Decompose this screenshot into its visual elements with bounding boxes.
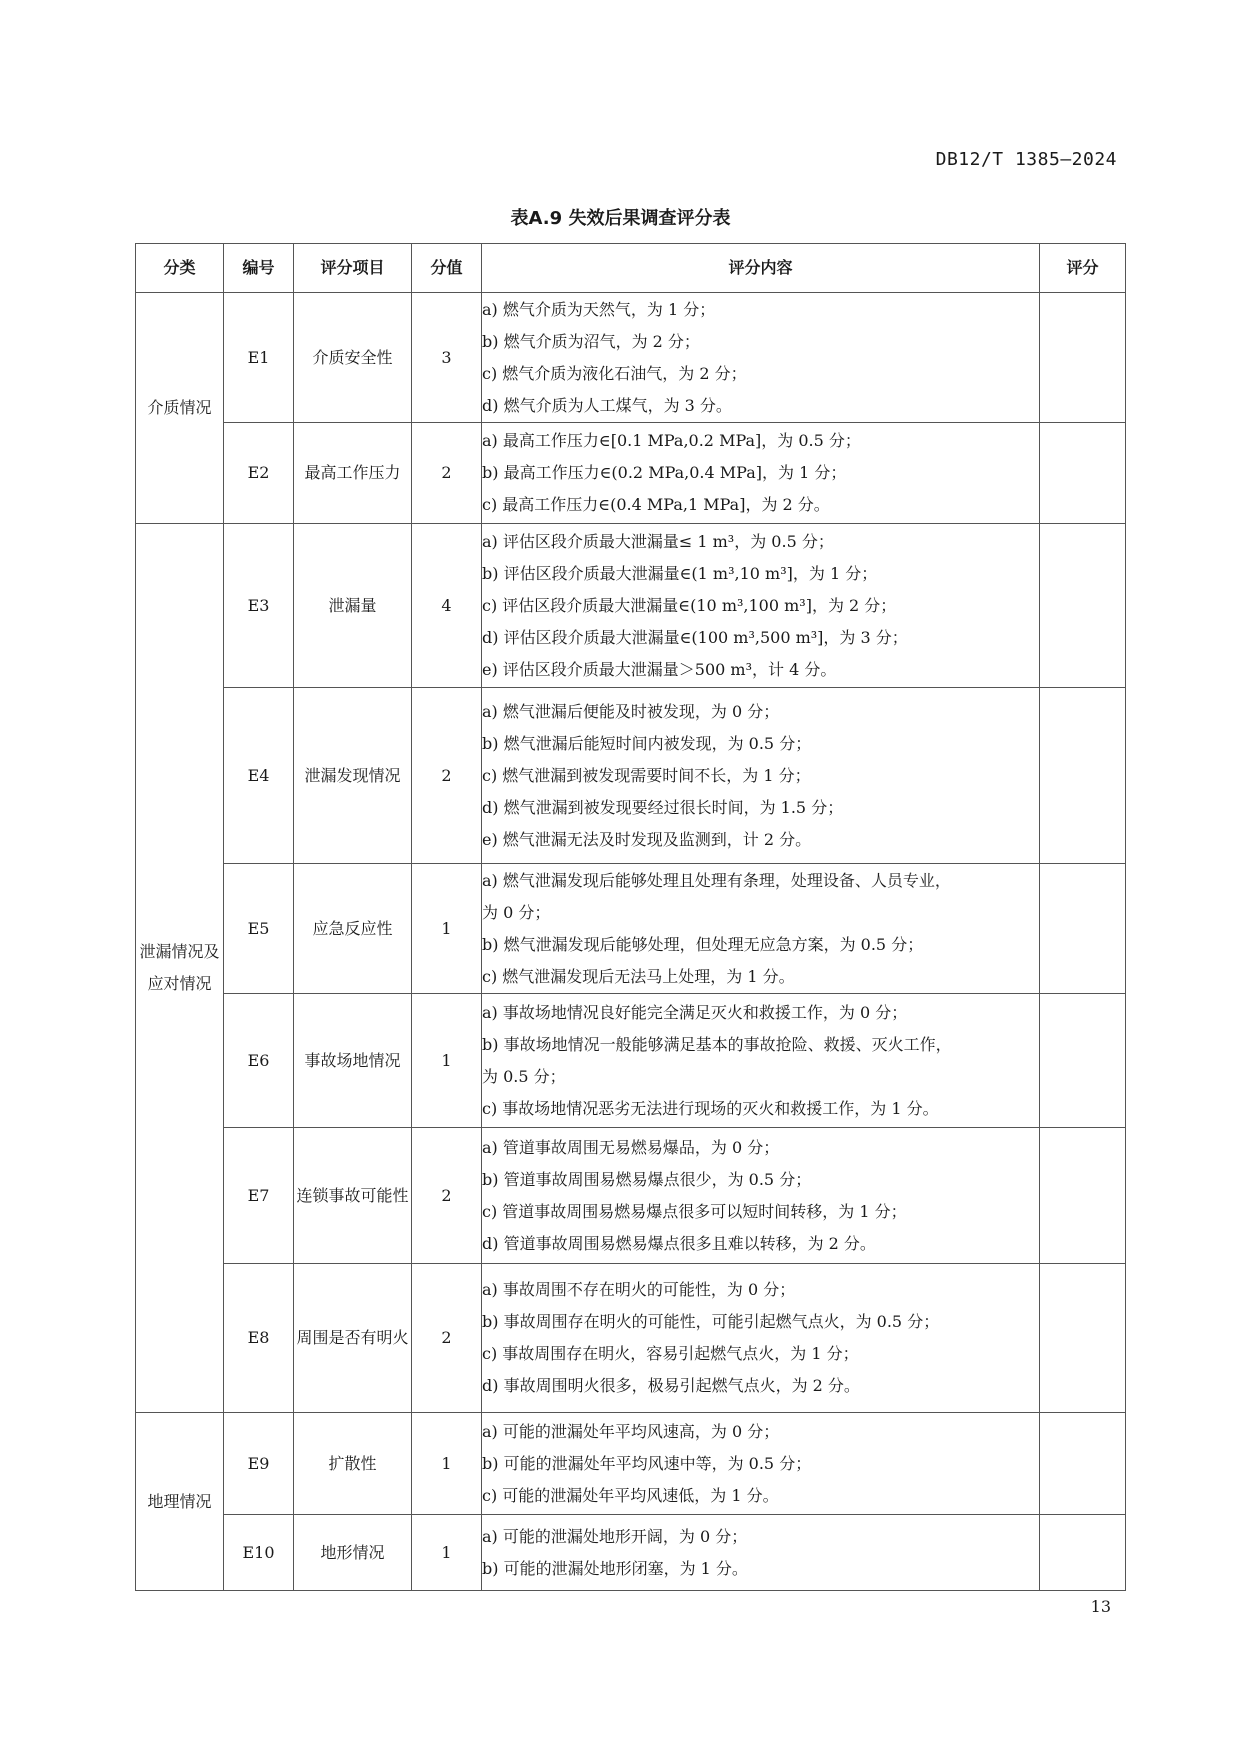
content-line: c) 事故周围存在明火，容易引起燃气点火，为 1 分； bbox=[482, 1344, 859, 1363]
code-cell: E7 bbox=[224, 1128, 294, 1264]
content-line: c) 可能的泄漏处年平均风速低，为 1 分。 bbox=[482, 1485, 779, 1505]
code-cell: E2 bbox=[224, 423, 294, 524]
content-cell bbox=[482, 1515, 1040, 1591]
content-line: b) 可能的泄漏处年平均风速中等，为 0.5 分； bbox=[482, 1453, 812, 1473]
category-cell: 介质情况 bbox=[136, 293, 224, 524]
content-line: 为 0 分； bbox=[482, 902, 551, 922]
score-input-cell[interactable] bbox=[1040, 994, 1126, 1128]
table-header-row bbox=[136, 244, 1126, 293]
points-cell: 1 bbox=[412, 1515, 482, 1591]
item-cell: 地形情况 bbox=[294, 1515, 412, 1591]
header-category: 分类 bbox=[136, 244, 224, 293]
content-line: b) 燃气泄漏发现后能够处理，但处理无应急方案，为 0.5 分； bbox=[482, 934, 924, 954]
content-line: d) 管道事故周围易燃易爆点很多且难以转移，为 2 分。 bbox=[482, 1233, 876, 1253]
code-cell: E1 bbox=[224, 293, 294, 423]
content-line: a) 管道事故周围无易燃易爆品，为 0 分； bbox=[482, 1137, 780, 1157]
content-line: b) 可能的泄漏处地形闭塞，为 1 分。 bbox=[482, 1558, 748, 1578]
code-cell: E8 bbox=[224, 1264, 294, 1413]
content-line: a) 可能的泄漏处地形开阔，为 0 分； bbox=[482, 1526, 748, 1546]
content-line: b) 评估区段介质最大泄漏量∈(1 m³,10 m³]，为 1 分； bbox=[482, 563, 878, 583]
points-cell: 2 bbox=[412, 423, 482, 524]
score-table bbox=[135, 243, 1126, 1591]
points-cell: 3 bbox=[412, 293, 482, 423]
content-line: a) 燃气泄漏后便能及时被发现，为 0 分； bbox=[482, 701, 780, 721]
header-score: 评分 bbox=[1040, 244, 1126, 293]
item-cell: 应急反应性 bbox=[294, 864, 412, 994]
points-cell: 1 bbox=[412, 994, 482, 1128]
table-row bbox=[136, 994, 1126, 1128]
points-cell: 4 bbox=[412, 524, 482, 688]
content-cell bbox=[482, 1128, 1040, 1264]
header-points: 分值 bbox=[412, 244, 482, 293]
table-row bbox=[136, 1264, 1126, 1413]
content-cell bbox=[482, 1413, 1040, 1515]
content-cell bbox=[482, 688, 1040, 864]
content-cell bbox=[482, 524, 1040, 688]
content-line: c) 燃气泄漏发现后无法马上处理，为 1 分。 bbox=[482, 966, 795, 986]
score-input-cell[interactable] bbox=[1040, 524, 1126, 688]
score-input-cell[interactable] bbox=[1040, 864, 1126, 994]
category-cell: 地理情况 bbox=[136, 1413, 224, 1591]
code-cell: E3 bbox=[224, 524, 294, 688]
code-cell: E10 bbox=[224, 1515, 294, 1591]
points-cell: 2 bbox=[412, 1264, 482, 1413]
code-cell: E4 bbox=[224, 688, 294, 864]
content-cell bbox=[482, 423, 1040, 524]
page-number: 13 bbox=[1090, 1597, 1111, 1616]
score-input-cell[interactable] bbox=[1040, 1413, 1126, 1515]
content-line: c) 燃气泄漏到被发现需要时间不长，为 1 分； bbox=[482, 765, 811, 785]
table-row bbox=[136, 293, 1126, 423]
item-cell: 连锁事故可能性 bbox=[294, 1128, 412, 1264]
header-code: 编号 bbox=[224, 244, 294, 293]
content-line: a) 事故周围不存在明火的可能性，为 0 分； bbox=[482, 1280, 796, 1299]
table-row bbox=[136, 423, 1126, 524]
table-row bbox=[136, 1128, 1126, 1264]
content-line: a) 燃气介质为天然气，为 1 分； bbox=[482, 299, 716, 319]
table-row bbox=[136, 688, 1126, 864]
header-item: 评分项目 bbox=[294, 244, 412, 293]
content-line: b) 事故周围存在明火的可能性，可能引起燃气点火，为 0.5 分； bbox=[482, 1312, 940, 1331]
content-line: a) 可能的泄漏处年平均风速高，为 0 分； bbox=[482, 1421, 780, 1441]
content-cell bbox=[482, 994, 1040, 1128]
code-cell: E9 bbox=[224, 1413, 294, 1515]
content-line: a) 燃气泄漏发现后能够处理且处理有条理，处理设备、人员专业， bbox=[482, 870, 951, 890]
content-line: c) 管道事故周围易燃易爆点很多可以短时间转移，为 1 分； bbox=[482, 1201, 907, 1221]
content-line: d) 燃气泄漏到被发现要经过很长时间，为 1.5 分； bbox=[482, 797, 844, 817]
table-row bbox=[136, 864, 1126, 994]
item-cell: 泄漏发现情况 bbox=[294, 688, 412, 864]
content-line: d) 评估区段介质最大泄漏量∈(100 m³,500 m³]，为 3 分； bbox=[482, 627, 908, 647]
content-line: b) 燃气泄漏后能短时间内被发现，为 0.5 分； bbox=[482, 733, 812, 753]
content-line: b) 事故场地情况一般能够满足基本的事故抢险、救援、灭火工作， bbox=[482, 1034, 952, 1054]
table-row bbox=[136, 524, 1126, 688]
content-cell bbox=[482, 1264, 1040, 1413]
points-cell: 1 bbox=[412, 864, 482, 994]
score-input-cell[interactable] bbox=[1040, 1128, 1126, 1264]
content-line: c) 事故场地情况恶劣无法进行现场的灭火和救援工作，为 1 分。 bbox=[482, 1098, 939, 1118]
document-code: DB12/T 1385—2024 bbox=[935, 149, 1117, 170]
score-input-cell[interactable] bbox=[1040, 1515, 1126, 1591]
content-line: c) 燃气介质为液化石油气，为 2 分； bbox=[482, 363, 747, 383]
content-line: d) 燃气介质为人工煤气，为 3 分。 bbox=[482, 395, 732, 415]
header-content: 评分内容 bbox=[482, 244, 1040, 293]
item-cell: 最高工作压力 bbox=[294, 423, 412, 524]
content-line: 为 0.5 分； bbox=[482, 1066, 566, 1086]
points-cell: 2 bbox=[412, 688, 482, 864]
points-cell: 1 bbox=[412, 1413, 482, 1515]
content-line: b) 燃气介质为沼气，为 2 分； bbox=[482, 331, 700, 351]
table-title: 表A.9 失效后果调查评分表 bbox=[510, 208, 731, 229]
content-line: e) 评估区段介质最大泄漏量＞500 m³，计 4 分。 bbox=[482, 659, 837, 679]
score-input-cell[interactable] bbox=[1040, 1264, 1126, 1413]
content-line: b) 管道事故周围易燃易爆点很少，为 0.5 分； bbox=[482, 1169, 812, 1189]
content-line: a) 最高工作压力∈[0.1 MPa,0.2 MPa]，为 0.5 分； bbox=[482, 431, 861, 450]
content-cell bbox=[482, 864, 1040, 994]
score-input-cell[interactable] bbox=[1040, 293, 1126, 423]
points-cell: 2 bbox=[412, 1128, 482, 1264]
code-cell: E5 bbox=[224, 864, 294, 994]
item-cell: 扩散性 bbox=[294, 1413, 412, 1515]
content-line: d) 事故周围明火很多，极易引起燃气点火，为 2 分。 bbox=[482, 1376, 860, 1395]
table-row bbox=[136, 1413, 1126, 1515]
score-input-cell[interactable] bbox=[1040, 423, 1126, 524]
item-cell: 泄漏量 bbox=[294, 524, 412, 688]
content-line: a) 事故场地情况良好能完全满足灭火和救援工作，为 0 分； bbox=[482, 1002, 908, 1022]
content-line: b) 最高工作压力∈(0.2 MPa,0.4 MPa]，为 1 分； bbox=[482, 463, 847, 482]
content-line: a) 评估区段介质最大泄漏量≤ 1 m³，为 0.5 分； bbox=[482, 531, 834, 551]
content-line: c) 最高工作压力∈(0.4 MPa,1 MPa]，为 2 分。 bbox=[482, 495, 830, 514]
table-row bbox=[136, 1515, 1126, 1591]
content-line: e) 燃气泄漏无法及时发现及监测到，计 2 分。 bbox=[482, 829, 812, 849]
item-cell: 事故场地情况 bbox=[294, 994, 412, 1128]
category-cell: 泄漏情况及应对情况 bbox=[136, 524, 224, 1413]
item-cell: 周围是否有明火 bbox=[294, 1264, 412, 1413]
content-cell bbox=[482, 293, 1040, 423]
code-cell: E6 bbox=[224, 994, 294, 1128]
content-line: c) 评估区段介质最大泄漏量∈(10 m³,100 m³]，为 2 分； bbox=[482, 595, 897, 615]
item-cell: 介质安全性 bbox=[294, 293, 412, 423]
score-input-cell[interactable] bbox=[1040, 688, 1126, 864]
